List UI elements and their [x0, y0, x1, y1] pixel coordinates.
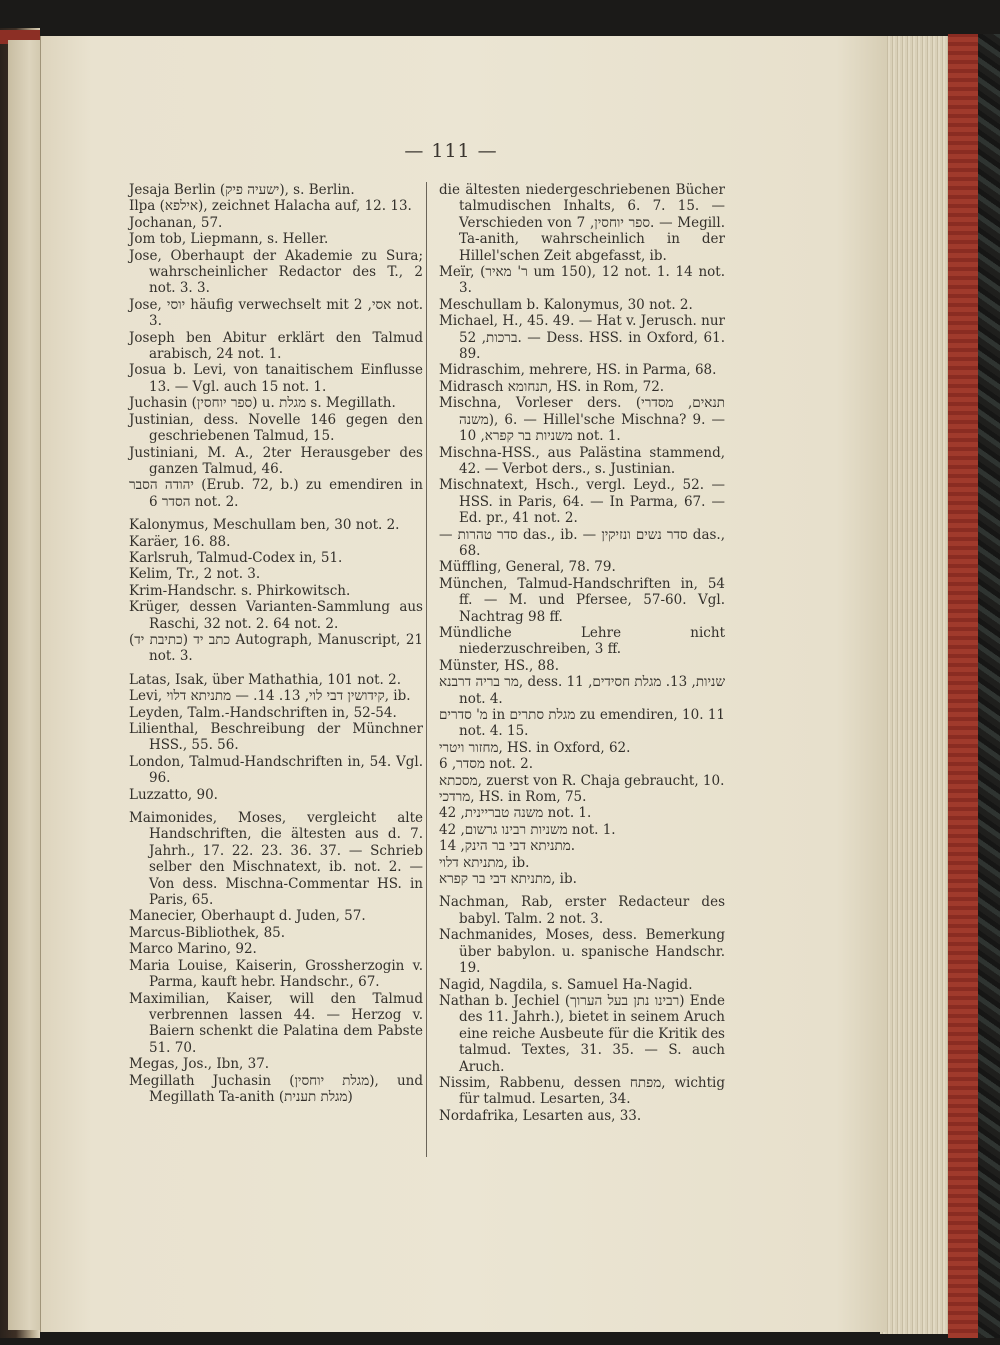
page-number: — 111 —	[404, 140, 498, 162]
index-column-right	[439, 182, 725, 1124]
index-entry: Meïr, (ר' מאיר um 150), 12 not. 1. 14 not. 3.	[439, 264, 725, 297]
index-column-left	[129, 182, 423, 1105]
index-entry: Nordafrika, Lesarten aus, 33.	[439, 1107, 642, 1124]
index-entry: Müffling, General, 78. 79.	[439, 559, 616, 576]
index-entry: Midrasch תנחומא, HS. in Rom, 72.	[439, 378, 665, 395]
index-entry: Michael, H., 45. 49. — Hat v. Jerusch. nur ברכות, 52. — Dess. HSS. in Oxford, 61. 89.	[439, 313, 725, 363]
index-entry: מ' סדרים in מגלת סתרים zu emendiren, 10. 11 not. 4. 15.	[439, 707, 725, 740]
index-entry: Nissim, Rabbenu, dessen מפתח, wichtig für talmud. Lesarten, 34.	[439, 1074, 725, 1108]
index-entry: Jose, יוסי häufig verwechselt mit אסי, 2 not. 3.	[129, 296, 423, 330]
book-page	[40, 36, 887, 1332]
index-entry: Mündliche Lehre nicht niederzuschreiben, 3 ff.	[439, 624, 725, 658]
index-entry: Krüger, dessen Varianten-Sammlung aus Raschi, 32 not. 2. 64 not. 2.	[129, 599, 423, 632]
index-entry: מסדר, 6 not. 2.	[439, 756, 533, 773]
index-entry: Josua b. Levi, von tanaitischem Einflusse 13. — Vgl. auch 15 not. 1.	[129, 362, 423, 395]
index-entry: מסכתא, zuerst von R. Chaja gebraucht, 10.	[439, 772, 725, 789]
index-entry: Juchasin (ספר יוחסין) u. מגלת s. Megillath.	[129, 395, 396, 412]
column-divider	[426, 182, 427, 1157]
index-entry: מר בריה דרבנא, dess. שניות, 13. מגלת חסידים, 11 not. 4.	[439, 674, 725, 707]
index-entry: מתניתא דבי בר הינק, 14.	[439, 838, 576, 855]
index-entry: Marcus-Bibliothek, 85.	[129, 924, 286, 941]
index-entry: Jochanan, 57.	[129, 214, 223, 231]
index-entry: משנה טבריינית, 42 not. 1.	[439, 805, 592, 822]
index-entry: Maria Louise, Kaiserin, Grossherzogin v. Parma, kauft hebr. Handschr., 67.	[129, 957, 423, 991]
index-entry: Leyden, Talm.-Handschriften in, 52-54.	[129, 704, 397, 721]
index-entry: Mischna-HSS., aus Palästina stammend, 42. — Verbot ders., s. Justinian.	[439, 444, 725, 477]
index-entry: Nachmanides, Moses, dess. Bemerkung über babylon. u. spanische Handschr. 19.	[439, 927, 725, 977]
index-entry: Ilpa (אילפא), zeichnet Halacha auf, 12. 13.	[129, 198, 412, 215]
index-entry: — סדר טהרות das., ib. — סדר נשים ונזיקין das., 68.	[439, 526, 726, 559]
index-entry: Megas, Jos., Ibn, 37.	[129, 1056, 270, 1073]
index-entry: Jom tob, Liepmann, s. Heller.	[129, 231, 329, 248]
red-spine-binding	[948, 34, 978, 1338]
index-entry: מחזור ויטרי, HS. in Oxford, 62.	[439, 739, 631, 756]
index-entry: Münster, HS., 88.	[439, 657, 559, 674]
index-entry: Karäer, 16. 88.	[129, 533, 231, 550]
index-entry: כתב יד (כתיבת יד) Autograph, Manuscript, 21 not. 3.	[129, 631, 423, 665]
index-entry: יהודה הסבר (Erub. 72, b.) zu emendiren in הסדר 6 not. 2.	[129, 477, 423, 510]
index-entry: Marco Marino, 92.	[129, 941, 257, 958]
index-entry: Maximilian, Kaiser, will den Talmud verbrennen lassen 44. — Herzog v. Baiern schenkt die Palatina dem Pabste 51. 70.	[129, 990, 423, 1056]
index-entry: München, Talmud-Handschriften in, 54 ff. — M. und Pfersee, 57-60. Vgl. Nachtrag 98 ff.	[439, 575, 725, 625]
index-entry: Meschullam b. Kalonymus, 30 not. 2.	[439, 296, 693, 313]
index-entry: Nagid, Nagdila, s. Samuel Ha-Nagid.	[439, 976, 693, 993]
index-entry: Jose, Oberhaupt der Akademie zu Sura; wahrscheinlicher Redactor des T., 2 not. 3. 3.	[129, 247, 423, 297]
index-entry: Latas, Isak, über Mathathia, 101 not. 2.	[129, 671, 402, 688]
index-entry: Levi, קידושין דבי לוי, 13. 14. — מתניתא דלוי, ib.	[129, 688, 411, 705]
index-entry: Nachman, Rab, erster Redacteur des babyl. Talm. 2 not. 3.	[439, 894, 725, 927]
index-entry: Luzzatto, 90.	[129, 786, 218, 803]
index-entry: Megillath Juchasin (מגלת יוחסין), und Megillath Ta-anith (מגלת תענית)	[129, 1072, 423, 1105]
index-entry: מרדכי, HS. in Rom, 75.	[439, 789, 587, 806]
index-entry: מתניתא דלוי, ib.	[439, 854, 530, 871]
index-entry: Kalonymus, Meschullam ben, 30 not. 2.	[129, 517, 400, 534]
index-entry: Manecier, Oberhaupt d. Juden, 57.	[129, 908, 366, 925]
page-block-edges	[880, 36, 952, 1334]
index-entry: Jesaja Berlin (ישעיה פיק), s. Berlin.	[129, 182, 355, 198]
index-entry: die ältesten niedergeschriebenen Bücher talmudischen Inhalts, 6. 7. 15. — Verschieden von ספר יוחסין, 7. — Megill. Ta-anith, wahrscheinlich in der Hillel'schen Zeit abgefasst, ib.	[439, 182, 725, 264]
index-entry: Joseph ben Abitur erklärt den Talmud arabisch, 24 not. 1.	[129, 329, 423, 363]
index-entry: Justiniani, M. A., 2ter Herausgeber des ganzen Talmud, 46.	[129, 444, 423, 477]
index-entry: Krim-Handschr. s. Phirkowitsch.	[129, 582, 351, 599]
index-entry: Midraschim, mehrere, HS. in Parma, 68.	[439, 362, 717, 379]
index-entry: Mischnatext, Hsch., vergl. Leyd., 52. — HSS. in Paris, 64. — In Parma, 67. — Ed. pr., 41 not. 2.	[439, 477, 725, 527]
index-entry: מתניתא דבי בר קפרא, ib.	[439, 871, 577, 888]
index-entry: Justinian, dess. Novelle 146 gegen den geschriebenen Talmud, 15.	[129, 411, 423, 445]
index-entry: משניות רבינו גרשום, 42 not. 1.	[439, 821, 616, 838]
index-entry: London, Talmud-Handschriften in, 54. Vgl. 96.	[129, 753, 423, 787]
index-entry: Maimonides, Moses, vergleicht alte Handschriften, die ältesten aus d. 7. Jahrh., 17. 22. 23. 36. 37. — Schrieb selber den Mischnatext, ib. not. 2. — Von dess. Mischna-Commentar HS. in Paris, 65.	[129, 810, 423, 909]
index-entry: Lilienthal, Beschreibung der Münchner HSS., 55. 56.	[129, 721, 423, 754]
index-entry: Mischna, Vorleser ders. (תנאים, מסדרי משנה), 6. — Hillel'sche Mischna? 9. — משניות בר קפרא, 10 not. 1.	[439, 395, 725, 445]
index-entry: Karlsruh, Talmud-Codex in, 51.	[129, 549, 343, 566]
index-entry: Kelim, Tr., 2 not. 3.	[129, 566, 261, 583]
index-entry: Nathan b. Jechiel (רבינו נתן בעל הערוך) Ende des 11. Jahrh.), bietet in seinem Aruch eine reiche Ausbeute für die Kritik des talmud. Textes, 31. 35. — S. auch Aruch.	[439, 992, 725, 1075]
